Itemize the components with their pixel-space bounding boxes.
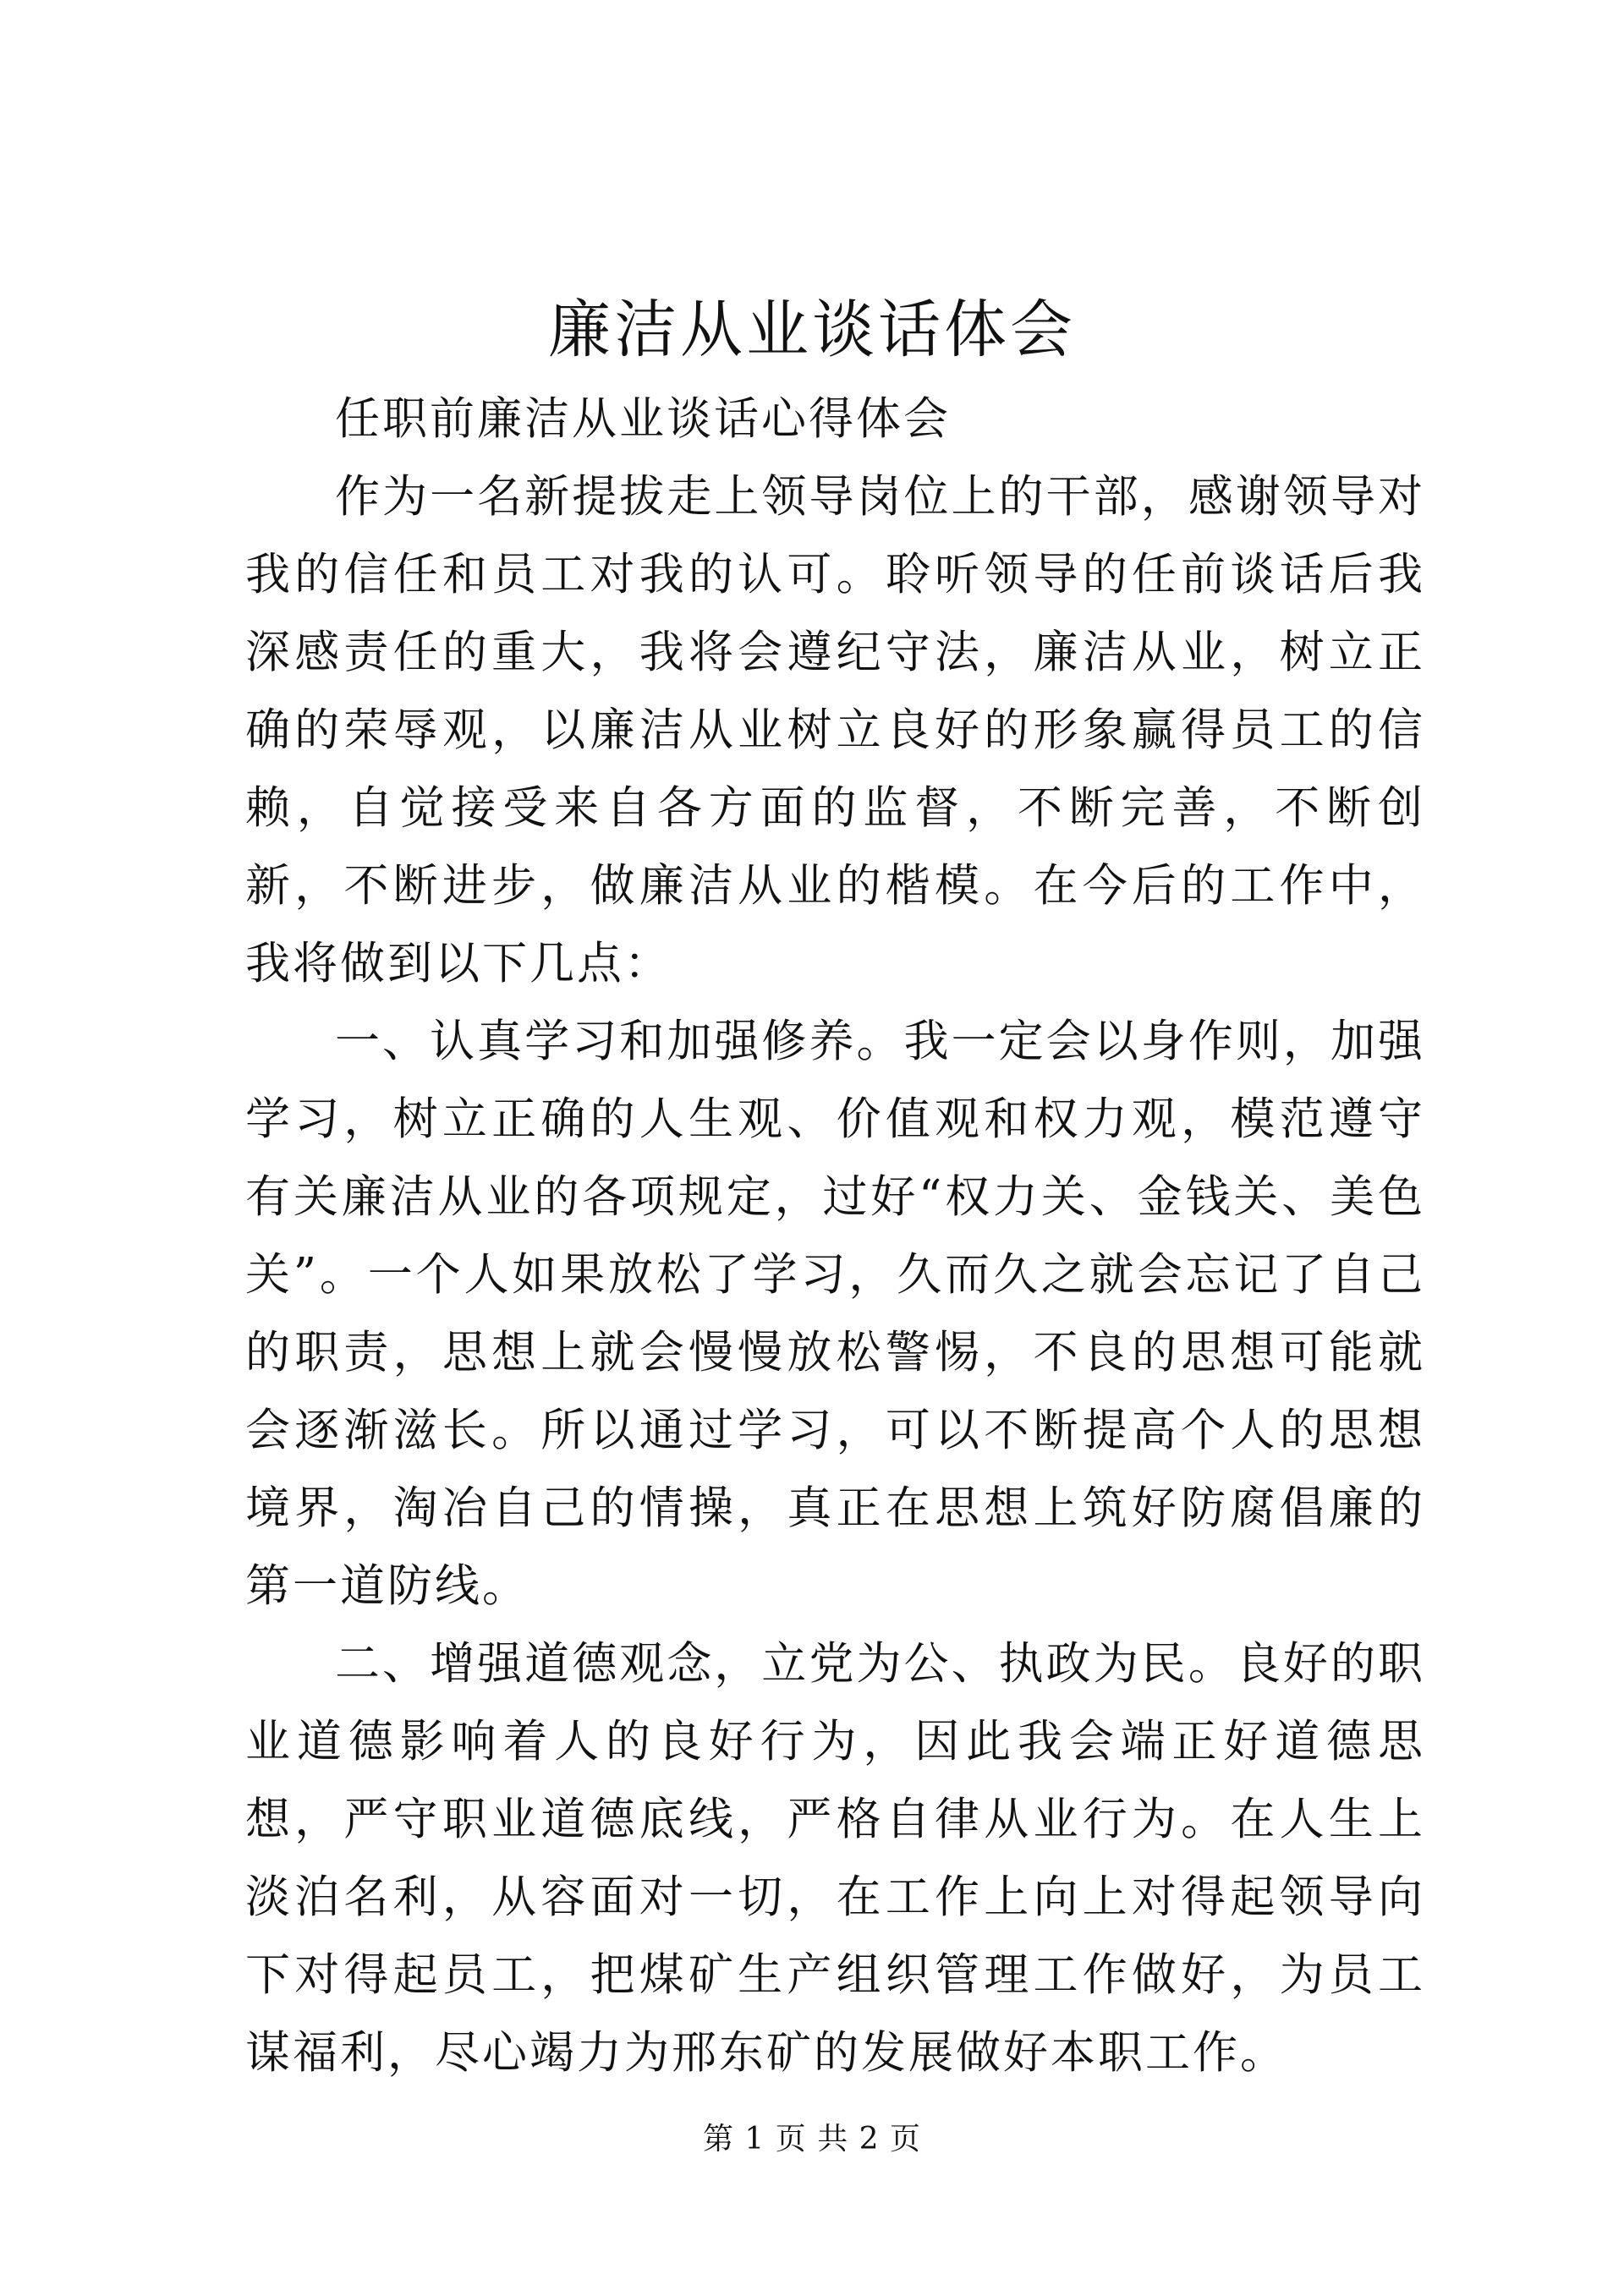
body-paragraph: 作为一名新提拔走上领导岗位上的干部，感谢领导对我的信任和员工对我的认可。聆听领导的任前谈话后我深感责任的重大，我将会遵纪守法，廉洁从业，树立正确的荣辱观，以廉洁从业树立良好的形象赢得员工的信赖，自觉接受来自各方面的监督，不断完善，不断创新，不断进步，做廉洁从业的楷模。在今后的工作中，我将做到以下几点： — [245, 471, 1425, 989]
body-paragraph: 一、认真学习和加强修养。我一定会以身作则，加强学习，树立正确的人生观、价值观和权力观，模范遵守有关廉洁从业的各项规定，过好“权力关、金钱关、美色关”。一个人如果放松了学习，久而久之就会忘记了自己的职责，思想上就会慢慢放松警惕，不良的思想可能就会逐渐滋长。所以通过学习，可以不断提高个人的思想境界，淘冶自己的情操，真正在思想上筑好防腐倡廉的第一道防线。 — [245, 1016, 1425, 1612]
body-paragraph: 二、增强道德观念，立党为公、执政为民。良好的职业道德影响着人的良好行为，因此我会端正好道德思想，严守职业道德底线，严格自律从业行为。在人生上淡泊名利，从容面对一切，在工作上向上对得起领导向下对得起员工，把煤矿生产组织管理工作做好，为员工谋福利，尽心竭力为邢东矿的发展做好本职工作。 — [245, 1638, 1425, 2079]
page-footer: 第 1 页 共 2 页 — [702, 2122, 922, 2156]
subtitle-paragraph: 任职前廉洁从业谈话心得体会 — [335, 393, 951, 445]
document-title: 廉洁从业谈话体会 — [548, 293, 1076, 366]
document-body — [245, 381, 1425, 2092]
